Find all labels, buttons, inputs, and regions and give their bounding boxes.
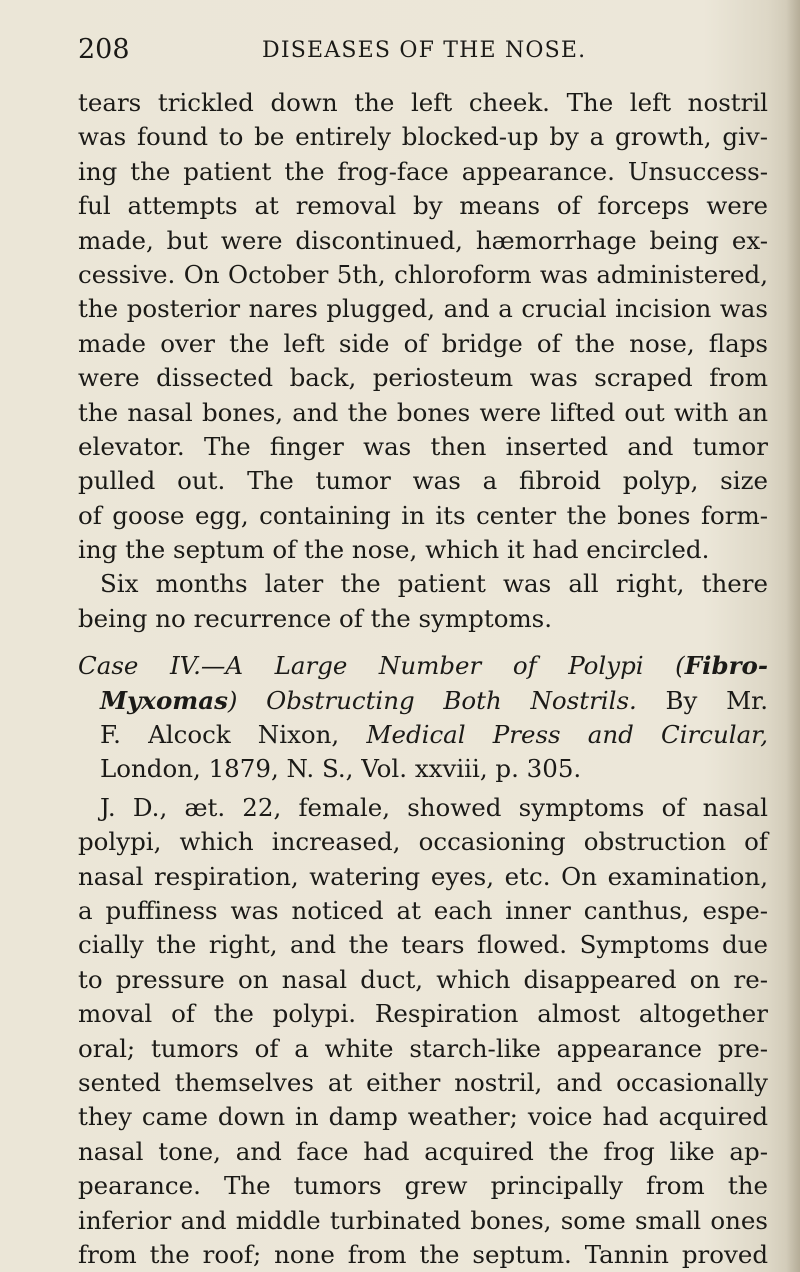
body-text — [78, 86, 768, 1272]
text-line: nasal respiration, watering eyes, etc. On examination, — [78, 861, 768, 891]
case-title-bold: Myxomas — [100, 685, 228, 715]
text-line: were dissected back, periosteum was scraped from — [78, 363, 768, 393]
text-line: oral; tumors of a white starch-like appearance pre- — [78, 1033, 768, 1063]
case-heading-line — [78, 718, 768, 752]
text-line: a puffiness was noticed at each inner canthus, espe- — [78, 895, 768, 925]
case-title-text: Case IV.—A Large Number of Polypi ( — [78, 651, 685, 681]
paragraph — [78, 791, 768, 1272]
case-author-text: F. Alcock Nixon, — [100, 720, 367, 750]
text-line: elevator. The finger was then inserted and tumor — [78, 431, 768, 461]
text-line: moval of the polypi. Respiration almost altogether — [78, 999, 768, 1029]
text-line: nasal tone, and face had acquired the frog like ap- — [78, 1136, 768, 1166]
text-line: the posterior nares plugged, and a crucial incision was — [78, 294, 768, 324]
text-line: tears trickled down the left cheek. The left nostril — [78, 88, 768, 117]
text-line: to pressure on nasal duct, which disappeared on re- — [78, 964, 768, 994]
text-line: Six months later the patient was all right, there — [100, 569, 768, 599]
running-title: DISEASES OF THE NOSE. — [262, 38, 587, 63]
page-header — [78, 34, 768, 74]
case-author-text: By Mr. — [636, 685, 768, 715]
page-edge-shadow — [786, 0, 800, 1272]
text-line: sented themselves at either nostril, and occasionally — [78, 1067, 768, 1097]
case-citation: London, 1879, N. S., Vol. xxviii, p. 305. — [100, 754, 582, 784]
text-line: was found to be entirely blocked-up by a growth, giv- — [78, 122, 768, 152]
text-line: from the roof; none from the septum. Tannin proved — [78, 1239, 768, 1269]
paragraph — [78, 567, 768, 636]
text-line: ful attempts at removal by means of forceps were — [78, 191, 768, 221]
text-line: pulled out. The tumor was a fibroid polyp, size — [78, 466, 768, 496]
case-title-text: ) Obstructing Both Nostrils. — [227, 685, 637, 715]
text-line: pearance. The tumors grew principally from the — [78, 1171, 768, 1201]
text-line: J. D., æt. 22, female, showed symptoms of nasal — [100, 792, 768, 822]
text-line: made, but were discontinued, hæmorrhage being ex- — [78, 225, 768, 255]
text-line: ing the septum of the nose, which it had encircled. — [78, 535, 710, 565]
case-heading — [78, 649, 768, 787]
case-title-bold: Fibro- — [684, 651, 768, 681]
text-line: polypi, which increased, occasioning obstruction of — [78, 827, 768, 857]
text-line: they came down in damp weather; voice had acquired — [78, 1102, 768, 1132]
text-line: made over the left side of bridge of the nose, flaps — [78, 328, 768, 358]
case-heading-line — [78, 684, 768, 718]
text-line: cessive. On October 5th, chloroform was administered, — [78, 259, 768, 289]
paragraph — [78, 86, 768, 567]
text-line: cially the right, and the tears flowed. Symptoms due — [78, 930, 768, 960]
case-heading-line — [78, 649, 768, 683]
text-line: inferior and middle turbinated bones, some small ones — [78, 1205, 768, 1235]
text-line: ing the patient the frog-face appearance. Unsuccess- — [78, 156, 768, 186]
section-spacer — [78, 636, 768, 649]
journal-title: Medical Press and Circular, — [366, 720, 768, 750]
text-line: the nasal bones, and the bones were lifted out with an — [78, 397, 768, 427]
page-number: 208 — [78, 34, 130, 65]
text-line: of goose egg, containing in its center the bones form- — [78, 500, 768, 530]
text-line: being no recurrence of the symptoms. — [78, 603, 553, 633]
